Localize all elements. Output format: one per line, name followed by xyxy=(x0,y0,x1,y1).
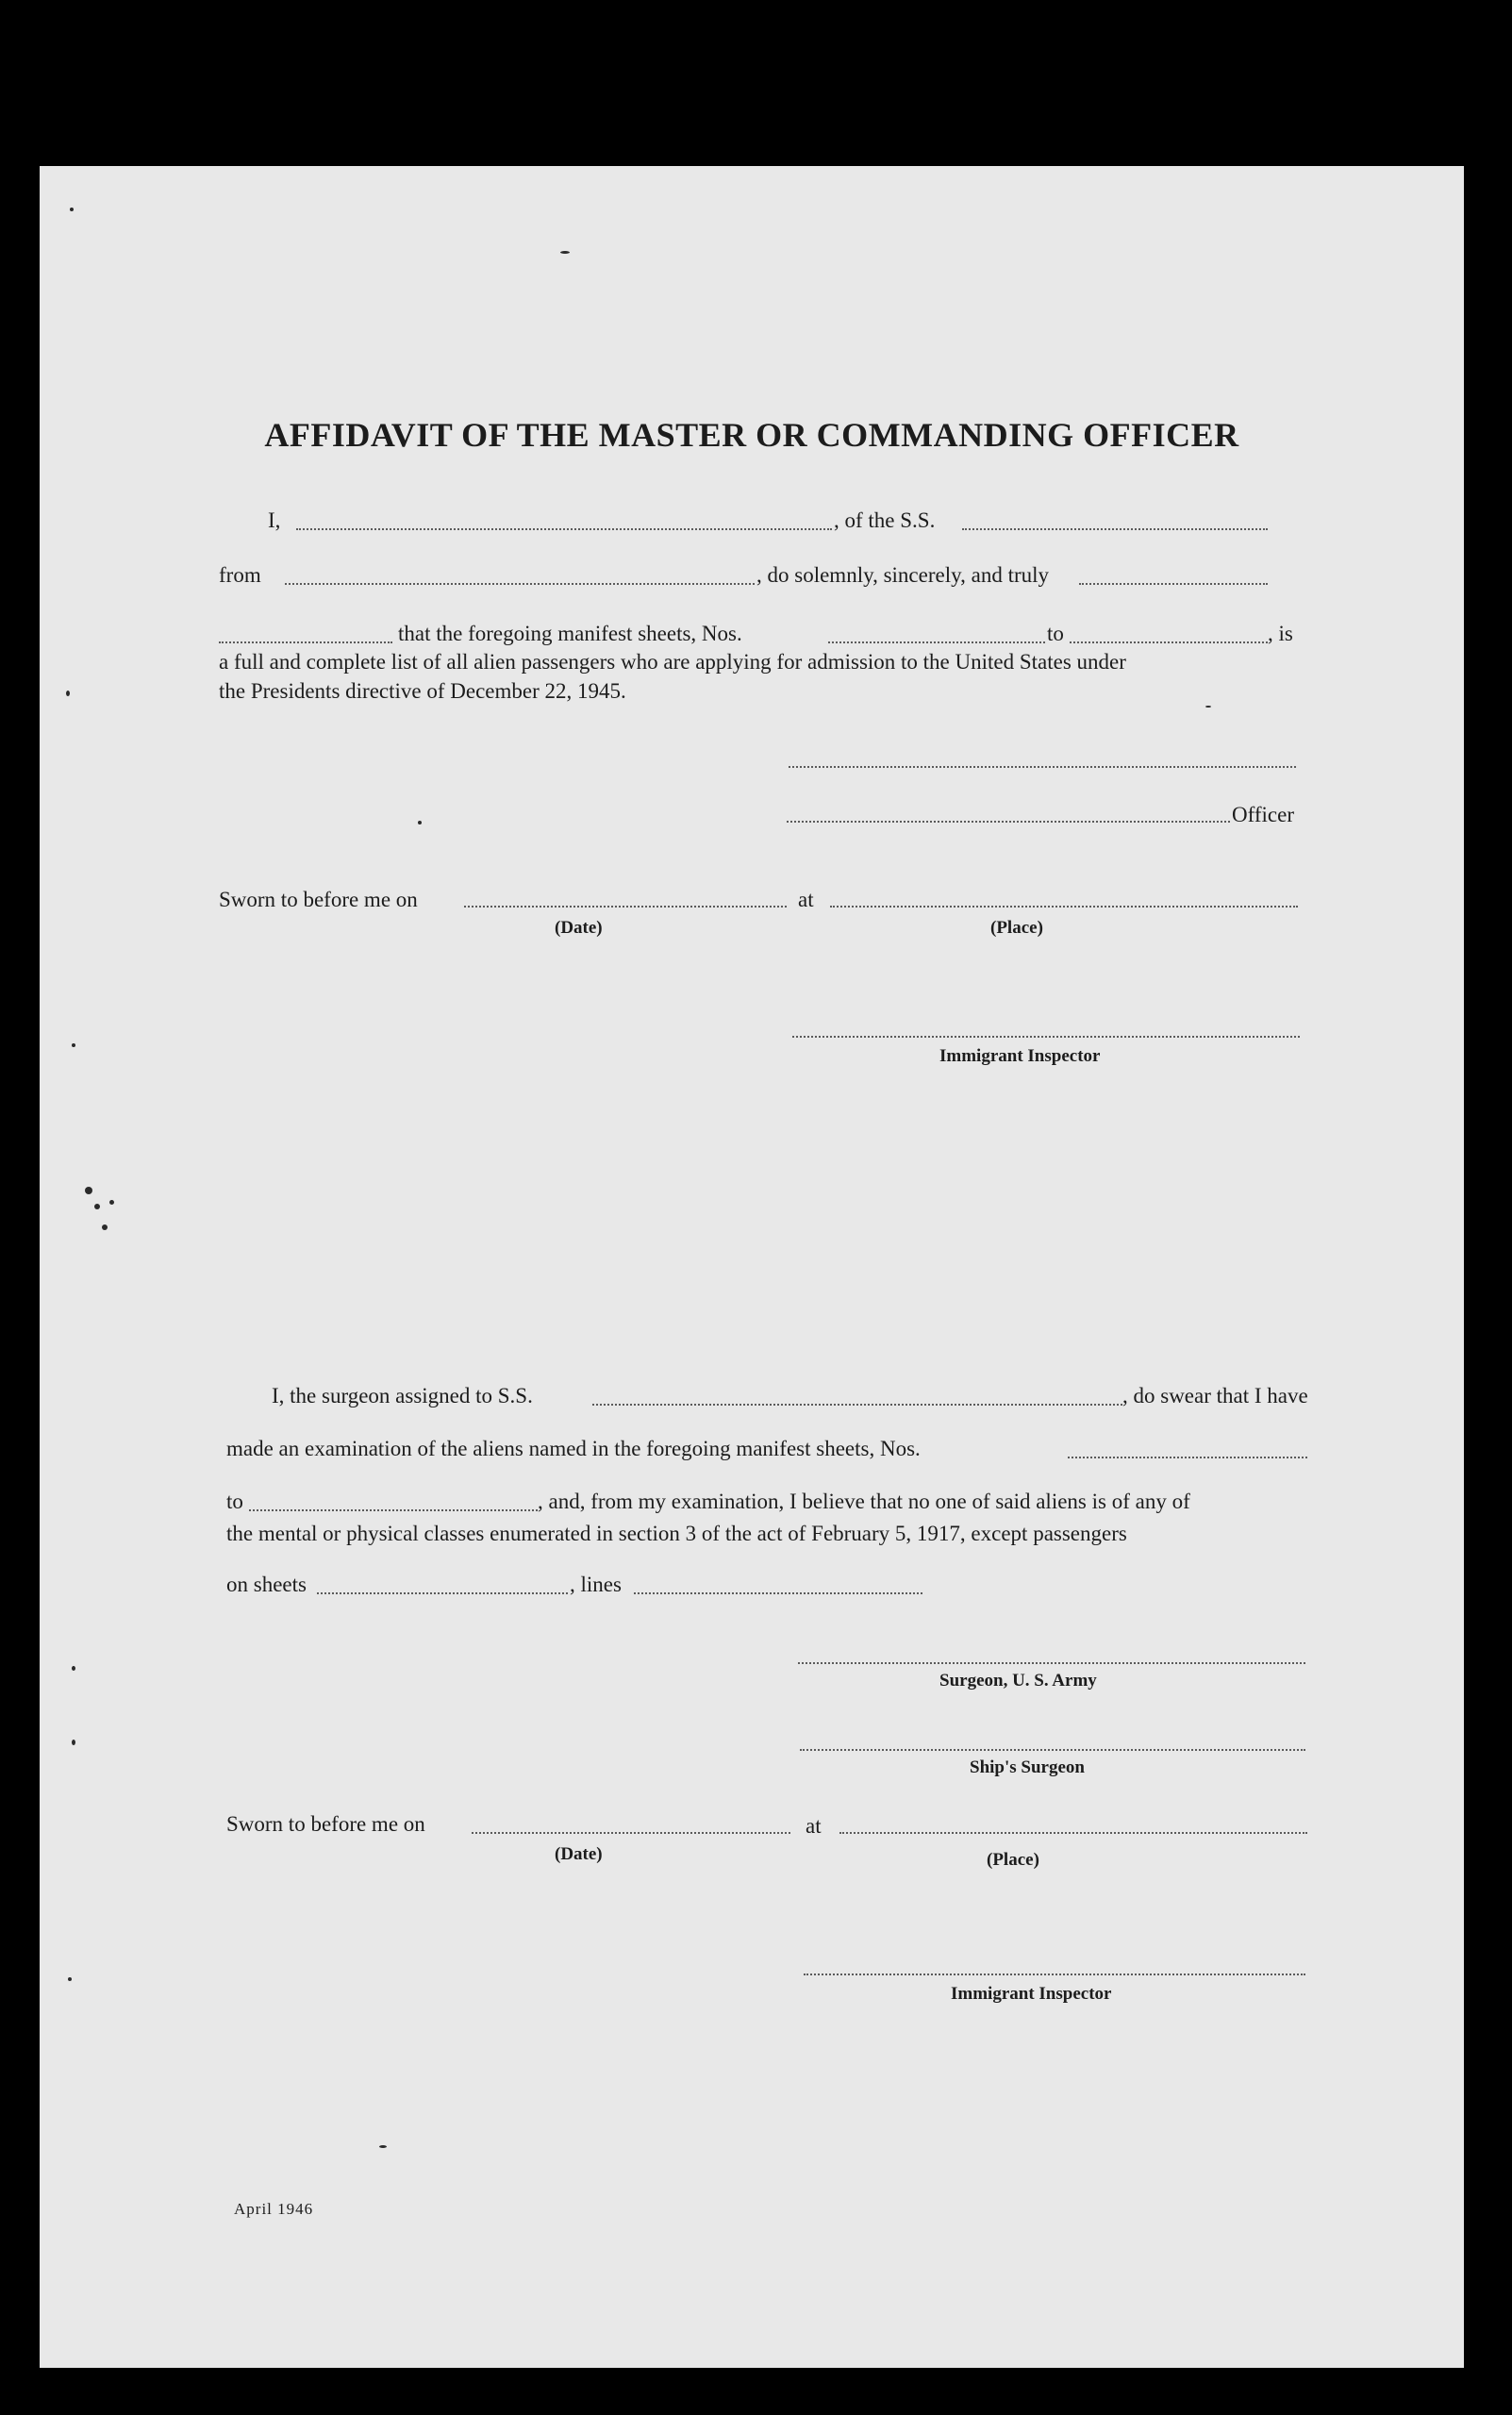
document-page xyxy=(40,166,1464,2368)
sheet-from-field[interactable] xyxy=(828,641,1045,643)
surgeon-to-label: to xyxy=(226,1490,243,1513)
scan-speck xyxy=(379,2145,387,2148)
surgeon-inspector-caption: Immigrant Inspector xyxy=(951,1984,1112,2004)
surgeon-vessel-field[interactable] xyxy=(592,1404,1122,1406)
surgeon-line-1: I, the surgeon assigned to S.S. xyxy=(272,1384,533,1407)
surgeon-to-field[interactable] xyxy=(249,1509,538,1511)
surgeon-line-4: the mental or physical classes enumerated in section 3 of the act of February 5, 1917, except passengers xyxy=(226,1522,1127,1545)
sworn-place-field[interactable] xyxy=(830,906,1298,908)
surgeon-line-2: made an examination of the aliens named in the foregoing manifest sheets, Nos. xyxy=(226,1437,921,1460)
inspector-signature-field[interactable] xyxy=(792,1036,1300,1038)
on-sheets-label: on sheets xyxy=(226,1573,307,1596)
officer-signature-field[interactable] xyxy=(787,821,1230,823)
oath-field[interactable] xyxy=(1079,583,1268,585)
scan-speck xyxy=(94,1204,100,1209)
from-label: from xyxy=(219,563,261,587)
scan-speck xyxy=(109,1200,114,1205)
surgeon-inspector-signature-field[interactable] xyxy=(804,1974,1305,1975)
form-date: April 1946 xyxy=(234,2200,314,2218)
army-surgeon-signature-field[interactable] xyxy=(798,1662,1305,1664)
swear-text: , do swear that I have xyxy=(1122,1384,1308,1407)
scan-speck xyxy=(72,1740,75,1745)
surgeon-date-caption: (Date) xyxy=(555,1844,603,1864)
officer-label: Officer xyxy=(1232,803,1294,826)
scan-speck xyxy=(66,691,70,696)
oath-word-field[interactable] xyxy=(219,641,392,643)
ship-surgeon-caption: Ship's Surgeon xyxy=(970,1757,1085,1777)
scan-speck xyxy=(102,1224,108,1230)
scan-speck xyxy=(85,1187,92,1194)
at-label: at xyxy=(798,888,814,911)
scan-speck xyxy=(68,1977,72,1981)
date-caption: (Date) xyxy=(555,918,603,938)
inspector-caption: Immigrant Inspector xyxy=(939,1046,1101,1066)
vessel-label: , of the S.S. xyxy=(834,508,936,532)
sworn-date-field[interactable] xyxy=(464,906,787,908)
declarant-label: I, xyxy=(268,508,281,532)
lines-field[interactable] xyxy=(634,1592,922,1594)
document-title: AFFIDAVIT OF THE MASTER OR COMMANDING OFFICER xyxy=(264,416,1239,454)
body-line-2: a full and complete list of all alien passengers who are applying for admission to the United States under xyxy=(219,650,1126,674)
surgeon-sworn-label: Sworn to before me on xyxy=(226,1812,425,1836)
body-line-3: the Presidents directive of December 22, 1945. xyxy=(219,679,626,703)
scan-speck xyxy=(560,251,570,254)
manifest-text: that the foregoing manifest sheets, Nos. xyxy=(398,622,742,645)
surgeon-at-label: at xyxy=(806,1814,822,1838)
scan-speck xyxy=(72,1043,75,1047)
on-sheets-field[interactable] xyxy=(317,1592,568,1594)
surgeon-sworn-place-field[interactable] xyxy=(839,1832,1307,1834)
ship-surgeon-signature-field[interactable] xyxy=(800,1749,1305,1751)
place-caption: (Place) xyxy=(990,918,1043,938)
scan-speck xyxy=(418,821,422,824)
surgeon-sheets-field[interactable] xyxy=(1068,1457,1307,1458)
master-name-field[interactable] xyxy=(296,528,832,530)
sheet-to-field[interactable] xyxy=(1070,641,1268,643)
is-text: , is xyxy=(1268,622,1293,645)
army-surgeon-caption: Surgeon, U. S. Army xyxy=(939,1671,1097,1690)
master-signature-field[interactable] xyxy=(789,766,1296,768)
scan-speck xyxy=(1205,706,1211,708)
solemnly-text: , do solemnly, sincerely, and truly xyxy=(756,563,1050,587)
sworn-label: Sworn to before me on xyxy=(219,888,418,911)
port-from-field[interactable] xyxy=(285,583,755,585)
scan-speck xyxy=(70,208,74,211)
scan-speck xyxy=(72,1666,75,1671)
surgeon-line-3: , and, from my examination, I believe that no one of said aliens is of any of xyxy=(538,1490,1190,1513)
surgeon-place-caption: (Place) xyxy=(987,1850,1039,1870)
to-label: to xyxy=(1047,622,1064,645)
surgeon-sworn-date-field[interactable] xyxy=(472,1832,790,1834)
vessel-name-field[interactable] xyxy=(962,528,1268,530)
lines-label: , lines xyxy=(570,1573,622,1596)
